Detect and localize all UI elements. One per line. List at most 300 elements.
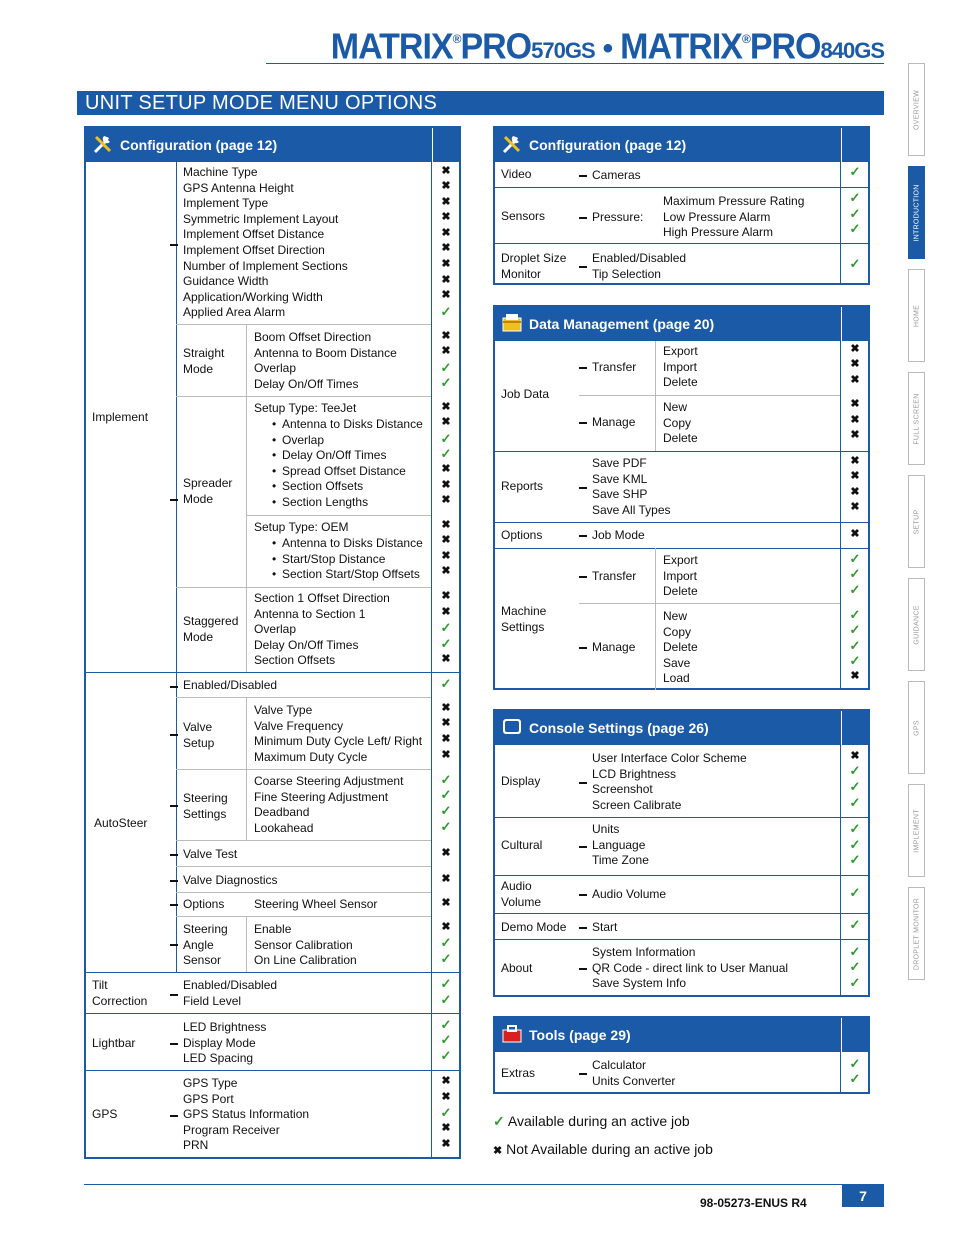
config-title: Configuration (page 12)	[120, 137, 278, 153]
tab-gps[interactable]	[908, 681, 925, 774]
list-item: • Start/Stop Distance	[254, 552, 423, 568]
list-item: Valve Type	[254, 703, 313, 717]
list-item: On Line Calibration	[254, 953, 357, 968]
list-item: Maximum Duty Cycle	[254, 749, 368, 764]
model-840: 840GS	[820, 38, 884, 63]
list-item: Coarse Steering Adjustment	[254, 774, 404, 788]
implement-general-list	[183, 165, 348, 321]
list-item: Minimum Duty Cycle Left/ Right	[254, 734, 423, 749]
job-data-label: Job Data	[501, 387, 550, 401]
dash	[170, 880, 178, 882]
autosteer-label: AutoSteer	[94, 816, 148, 830]
section-divider	[86, 972, 461, 973]
autosteer-enabled: Enabled/Disabled	[183, 678, 278, 692]
label-line: Volume	[501, 894, 542, 909]
list-item: Load	[663, 671, 690, 686]
cross-icon: ✖	[441, 1075, 451, 1087]
cross-icon: ✖	[441, 1122, 451, 1134]
section-divider	[86, 1070, 461, 1071]
check-icon: ✓	[440, 676, 452, 691]
list-item: Fine Steering Adjustment	[254, 789, 389, 804]
row-divider	[495, 187, 870, 188]
cross-icon: ✖	[441, 463, 451, 475]
cross-icon: ✖	[441, 519, 451, 531]
row-divider	[246, 515, 431, 516]
check-icon: ✓	[849, 821, 861, 836]
dash	[579, 846, 587, 848]
tab-home[interactable]	[908, 269, 925, 362]
tilt-label	[92, 978, 147, 1009]
staggered-mode-label	[183, 614, 238, 645]
legend-unavailable	[493, 1141, 713, 1157]
row-divider	[495, 913, 870, 914]
check-icon: ✓	[849, 1071, 861, 1086]
cross-icon: ✖	[850, 398, 860, 410]
header-divider	[841, 711, 842, 745]
brand-pro-2: PRO	[749, 27, 821, 67]
list-item: Implement Offset Distance	[183, 227, 325, 242]
valve-setup-list	[254, 703, 422, 765]
manage-label: Manage	[592, 415, 636, 429]
valve-diagnostics: Valve Diagnostics	[183, 873, 278, 887]
header-rule	[266, 26, 884, 67]
check-icon: ✓	[849, 779, 861, 794]
implement-label: Implement	[92, 410, 149, 424]
cross-icon: ✖	[441, 653, 451, 665]
dash	[170, 244, 178, 246]
cross-icon: ✖	[850, 343, 860, 355]
list-item: Section Offsets	[254, 653, 336, 668]
data-mgmt-header	[495, 307, 868, 341]
reports-list	[592, 456, 671, 518]
tools-icon	[501, 133, 523, 155]
list-item: Units	[592, 822, 620, 836]
check-icon: ✓	[440, 1048, 452, 1063]
label-line: Sensor	[183, 953, 222, 968]
model-570: 570GS	[531, 38, 595, 63]
label-line: Settings	[183, 806, 227, 821]
check-icon: ✓	[440, 935, 452, 950]
check-icon: ✓	[849, 852, 861, 867]
list-item: Overlap	[254, 361, 297, 376]
check-icon: ✓	[440, 819, 452, 834]
list-item: Enabled/Disabled	[592, 251, 687, 265]
check-column-divider	[840, 745, 841, 997]
check-icon: ✓	[440, 992, 452, 1007]
machine-transfer-label: Transfer	[592, 569, 637, 583]
check-icon: ✓	[440, 803, 452, 818]
row-divider	[579, 603, 840, 604]
label-line: Mode	[183, 491, 214, 506]
console-header	[495, 711, 868, 745]
label-line: Machine	[501, 604, 547, 618]
tab-label: IMPLEMENT	[913, 808, 920, 853]
list-item: Save PDF	[592, 456, 647, 470]
list-item: QR Code - direct link to User Manual	[592, 960, 789, 975]
dash	[579, 782, 587, 784]
valve-setup-label	[183, 720, 214, 751]
cross-icon: ✖	[850, 470, 860, 482]
dash	[170, 686, 178, 688]
job-manage-list	[663, 400, 698, 447]
list-item: Copy	[663, 415, 692, 430]
transfer-label: Transfer	[592, 360, 637, 374]
list-item: Delay On/Off Times	[254, 376, 359, 391]
label-line: Monitor	[501, 266, 542, 281]
cross-icon: ✖	[850, 429, 860, 441]
lightbar-list	[183, 1020, 266, 1067]
config-title-right: Configuration (page 12)	[529, 137, 687, 153]
list-item: System Information	[592, 945, 696, 959]
label-line: Straight	[183, 346, 225, 360]
extras-label: Extras	[501, 1066, 536, 1080]
row-divider	[176, 866, 431, 867]
check-icon: ✓	[849, 959, 861, 974]
row-divider	[176, 769, 431, 770]
label-line: Audio	[501, 879, 532, 893]
cross-icon: ✖	[441, 749, 451, 761]
teejet-list	[254, 417, 423, 511]
cross-icon: ✖	[441, 401, 451, 413]
list-item: New	[663, 400, 688, 414]
list-item: Guidance Width	[183, 274, 269, 289]
job-transfer-list	[663, 344, 698, 391]
cross-icon: ✖	[441, 550, 451, 562]
dash	[170, 854, 178, 856]
audio-volume: Audio Volume	[592, 887, 667, 901]
check-icon: ✓	[849, 622, 861, 637]
list-item: Import	[663, 568, 698, 583]
dash	[170, 904, 178, 906]
section-banner: UNIT SETUP MODE MENU OPTIONS	[77, 91, 884, 115]
list-item: • Spread Offset Distance	[254, 464, 423, 480]
list-item: • Antenna to Disks Distance	[254, 536, 423, 552]
cross-icon: ✖	[441, 733, 451, 745]
header-divider	[432, 128, 433, 162]
legend-available	[493, 1113, 690, 1130]
data-mgmt-title: Data Management (page 20)	[529, 316, 715, 332]
dash	[579, 175, 587, 177]
list-item: Calculator	[592, 1058, 647, 1072]
pressure-label: Pressure:	[592, 210, 644, 224]
check-icon: ✓	[440, 360, 452, 375]
spreader-mode-label	[183, 476, 232, 507]
straight-mode-label	[183, 346, 224, 377]
registered-mark-2: ®	[741, 32, 750, 46]
audio-label	[501, 879, 541, 910]
check-icon: ✓	[849, 795, 861, 810]
check-icon: ✓	[849, 164, 861, 179]
label-line: Angle	[183, 937, 214, 952]
console-settings-table	[493, 709, 870, 997]
check-icon: ✓	[849, 638, 861, 653]
row-divider	[495, 451, 870, 452]
list-item: Delete	[663, 640, 698, 655]
start: Start	[592, 920, 618, 934]
row-divider	[176, 840, 431, 841]
cross-icon: ✖	[441, 494, 451, 506]
dash	[579, 487, 587, 489]
list-item: Screen Calibrate	[592, 797, 682, 812]
list-item: Antenna to Boom Distance	[254, 345, 397, 360]
options-label: Options	[183, 897, 225, 911]
registered-mark: ®	[452, 32, 461, 46]
row-divider	[176, 697, 431, 698]
cross-icon: ✖	[441, 479, 451, 491]
list-item: • Overlap	[254, 433, 423, 449]
row-divider	[495, 939, 870, 940]
check-icon: ✓	[440, 976, 452, 991]
row-divider	[176, 892, 431, 893]
list-item: • Antenna to Disks Distance	[254, 417, 423, 433]
list-item: Implement Type	[183, 196, 269, 211]
dash	[579, 217, 587, 219]
label-line: Staggered	[183, 614, 239, 628]
tab-droplet-monitor[interactable]	[908, 887, 925, 980]
header-divider	[841, 128, 842, 162]
dash	[579, 968, 587, 970]
cross-icon: ✖	[441, 345, 451, 357]
cross-icon: ✖	[441, 227, 451, 239]
divider	[246, 916, 247, 972]
dash	[579, 576, 587, 578]
tab-full-screen[interactable]	[908, 372, 925, 465]
check-icon: ✓	[849, 975, 861, 990]
footer-rule	[84, 1184, 884, 1185]
straight-mode-list	[254, 330, 397, 392]
pressure-list	[663, 194, 804, 241]
divider	[176, 162, 177, 672]
check-icon: ✓	[440, 304, 452, 319]
dash	[579, 647, 587, 649]
row-divider	[176, 587, 431, 588]
cross-icon: ✖	[441, 897, 451, 909]
steering-wheel-sensor: Steering Wheel Sensor	[254, 897, 378, 911]
machine-transfer-list	[663, 553, 698, 600]
cross-icon: ✖	[441, 180, 451, 192]
list-item: LED Spacing	[183, 1051, 254, 1066]
dash	[579, 894, 587, 896]
check-icon: ✓	[849, 566, 861, 581]
teejet-head: Setup Type: TeeJet	[254, 401, 357, 415]
machine-manage-label: Manage	[592, 640, 636, 654]
check-icon: ✓	[849, 917, 861, 932]
check-icon: ✓	[440, 636, 452, 651]
check-icon: ✓	[849, 1056, 861, 1071]
monitor-icon	[501, 716, 523, 738]
check-icon: ✓	[440, 431, 452, 446]
cross-icon: ✖	[441, 606, 451, 618]
cross-icon: ✖	[441, 330, 451, 342]
label-line: Droplet Size	[501, 251, 567, 265]
angle-sensor-label	[183, 922, 228, 969]
list-item: Time Zone	[592, 853, 649, 868]
label-line: Spreader	[183, 476, 233, 490]
lightbar-label: Lightbar	[92, 1036, 136, 1050]
dash	[579, 266, 587, 268]
label-line: Mode	[183, 629, 214, 644]
list-item: Sensor Calibration	[254, 937, 353, 952]
row-divider	[176, 324, 431, 325]
staggered-mode-list	[254, 591, 390, 669]
list-item: GPS Antenna Height	[183, 180, 294, 195]
cross-icon: ✖	[441, 274, 451, 286]
tab-label: DROPLET MONITOR	[913, 897, 920, 970]
cross-icon: ✖	[850, 750, 860, 762]
list-item: Program Receiver	[183, 1122, 280, 1137]
list-item: Delete	[663, 431, 698, 446]
tools-icon	[92, 133, 114, 155]
row-divider	[176, 396, 431, 397]
cross-icon: ✖	[441, 847, 451, 859]
list-item: Screenshot	[592, 782, 653, 797]
row-divider	[176, 916, 431, 917]
about-list	[592, 945, 788, 992]
list-item: Field Level	[183, 993, 242, 1008]
cross-icon: ✖	[441, 165, 451, 177]
tilt-list	[183, 978, 277, 1009]
tab-overview[interactable]	[908, 63, 925, 156]
tab-setup[interactable]	[908, 475, 925, 568]
cross-icon: ✖	[850, 501, 860, 513]
demo-label: Demo Mode	[501, 920, 567, 934]
brand-name-2: MATRIX	[620, 27, 742, 67]
cross-icon: ✖	[441, 717, 451, 729]
tools-header	[495, 1018, 868, 1052]
list-item: LCD Brightness	[592, 766, 677, 781]
list-item: Save SHP	[592, 487, 648, 502]
label-line: Steering	[183, 791, 228, 805]
folder-icon	[501, 312, 523, 334]
cultural-list	[592, 822, 649, 869]
cross-icon: ✖	[441, 242, 451, 254]
config-header-right	[495, 128, 868, 162]
dash	[579, 927, 587, 929]
row-divider	[495, 817, 870, 818]
legend-yes-text: Available during an active job	[507, 1113, 690, 1129]
row-divider	[495, 875, 870, 876]
cross-icon: ✖	[441, 565, 451, 577]
label-line: Valve	[183, 720, 213, 734]
tab-label: GPS	[913, 719, 920, 736]
tab-label: OVERVIEW	[913, 89, 920, 130]
check-icon: ✓	[440, 1105, 452, 1120]
doc-number: 98-05273-ENUS R4	[700, 1196, 807, 1210]
brand-name: MATRIX	[330, 27, 453, 67]
list-item: LED Brightness	[183, 1020, 267, 1034]
check-column-divider	[431, 162, 432, 1159]
section-divider	[86, 1013, 461, 1014]
label-line: Mode	[183, 361, 214, 376]
tab-label: INTRODUCTION	[913, 183, 920, 242]
list-item: Delay On/Off Times	[254, 637, 359, 652]
tab-introduction[interactable]	[908, 166, 925, 259]
dash	[170, 499, 178, 501]
cross-icon: ✖	[493, 1145, 503, 1157]
tab-implement[interactable]	[908, 784, 925, 877]
cross-icon: ✖	[850, 358, 860, 370]
reports-label: Reports	[501, 479, 544, 493]
list-item: GPS Status Information	[183, 1107, 310, 1122]
list-item: Import	[663, 359, 698, 374]
cross-icon: ✖	[850, 455, 860, 467]
cross-icon: ✖	[441, 1138, 451, 1150]
dash	[579, 535, 587, 537]
check-icon: ✓	[440, 787, 452, 802]
list-item: Low Pressure Alarm	[663, 209, 771, 224]
check-icon: ✓	[849, 944, 861, 959]
angle-sensor-list	[254, 922, 357, 969]
cross-icon: ✖	[850, 670, 860, 682]
check-icon: ✓	[440, 1032, 452, 1047]
list-item: Display Mode	[183, 1035, 256, 1050]
check-icon: ✓	[849, 190, 861, 205]
dash	[170, 1115, 178, 1117]
list-item: Save KML	[592, 471, 648, 486]
label-line: Tilt	[92, 978, 108, 992]
gps-list	[183, 1076, 309, 1154]
label-line: Correction	[92, 993, 148, 1008]
label-line: Setup	[183, 735, 215, 750]
data-management-table	[493, 305, 870, 690]
gps-label: GPS	[92, 1107, 118, 1121]
tab-guidance[interactable]	[908, 578, 925, 671]
steering-settings-label	[183, 791, 228, 822]
oem-list	[254, 536, 423, 583]
divider	[655, 341, 656, 451]
list-item: • Section Lengths	[254, 495, 423, 511]
cross-icon: ✖	[850, 414, 860, 426]
cross-icon: ✖	[441, 590, 451, 602]
display-list	[592, 751, 747, 813]
check-icon: ✓	[849, 653, 861, 668]
section-divider	[86, 672, 461, 673]
page-number: 7	[842, 1185, 884, 1207]
tab-label: FULL SCREEN	[913, 392, 920, 445]
cross-icon: ✖	[441, 702, 451, 714]
dash	[170, 805, 178, 807]
cross-icon: ✖	[441, 211, 451, 223]
list-item: Application/Working Width	[183, 289, 323, 304]
list-item: New	[663, 609, 688, 623]
list-item: Applied Area Alarm	[183, 305, 286, 320]
row-divider	[495, 522, 870, 523]
cross-icon: ✖	[850, 374, 860, 386]
machine-manage-list	[663, 609, 698, 687]
check-icon: ✓	[440, 1017, 452, 1032]
dash	[579, 1073, 587, 1075]
list-item: Language	[592, 837, 646, 852]
list-item: Section 1 Offset Direction	[254, 591, 390, 605]
machine-settings-label	[501, 604, 546, 635]
tab-label: HOME	[913, 304, 920, 327]
check-icon: ✓	[849, 885, 861, 900]
list-item: GPS Type	[183, 1076, 238, 1090]
options-label: Options	[501, 528, 543, 542]
cross-icon: ✖	[850, 486, 860, 498]
check-icon: ✓	[849, 837, 861, 852]
cross-icon: ✖	[441, 289, 451, 301]
dash	[579, 367, 587, 369]
check-icon: ✓	[440, 375, 452, 390]
droplet-label	[501, 251, 566, 282]
list-item: Export	[663, 344, 698, 358]
check-icon: ✓	[849, 221, 861, 236]
check-icon: ✓	[849, 582, 861, 597]
list-item: Save	[663, 655, 691, 670]
list-item: User Interface Color Scheme	[592, 751, 747, 765]
check-icon: ✓	[440, 446, 452, 461]
